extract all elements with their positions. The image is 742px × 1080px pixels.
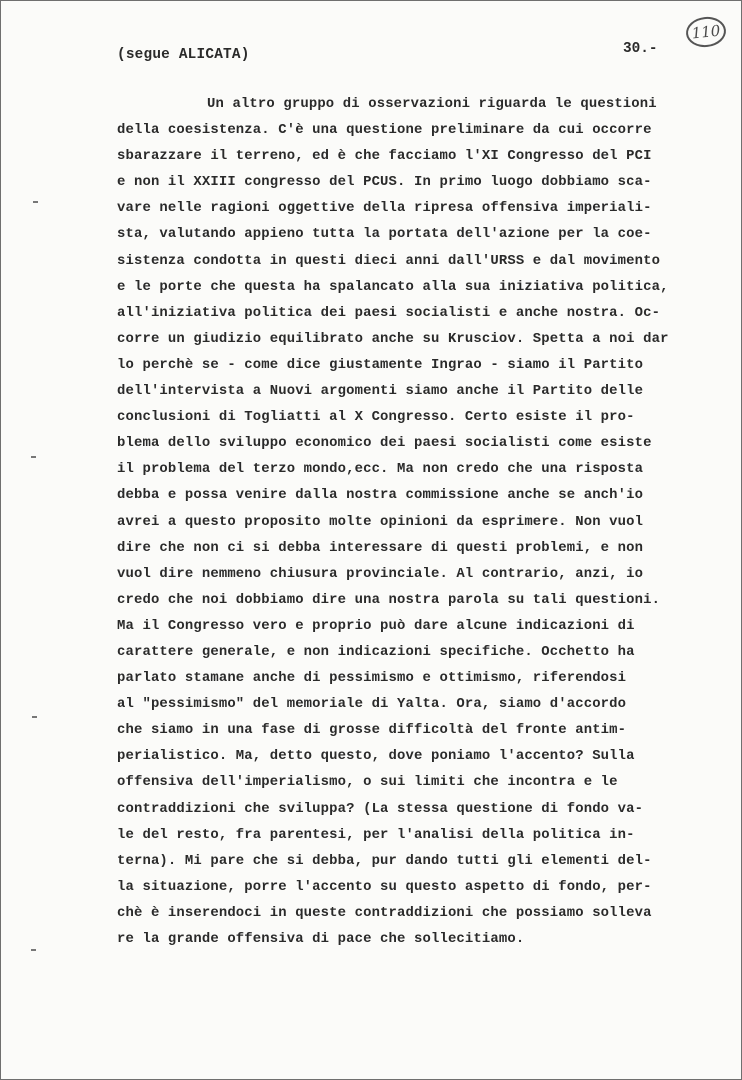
text-line: Un altro gruppo di osservazioni riguarda le questioni [207, 96, 657, 112]
text-line: vare nelle ragioni oggettive della ripresa offensiva imperiali- [117, 200, 652, 217]
text-line: sbarazzare il terreno, ed è che facciamo l'XI Congresso del PCI [117, 148, 652, 165]
text-line: avrei a questo proposito molte opinioni da esprimere. Non vuol [117, 513, 644, 530]
archive-stamp: 110 [685, 15, 728, 49]
text-line: chè è inserendoci in queste contraddizioni che possiamo solleva [117, 904, 652, 921]
margin-mark [31, 949, 36, 951]
text-line: sistenza condotta in questi dieci anni dall'URSS e dal movimento [117, 252, 661, 269]
text-line: re la grande offensiva di pace che sollecitiamo. [117, 931, 525, 947]
text-line: e le porte che questa ha spalancato alla sua iniziativa politica, [117, 278, 669, 295]
text-line: il problema del terzo mondo,ecc. Ma non credo che una risposta [117, 461, 644, 478]
body-text [117, 91, 717, 952]
margin-mark [33, 201, 38, 203]
text-line: la situazione, porre l'accento su questo aspetto di fondo, per- [117, 878, 652, 895]
text-line: parlato stamane anche di pessimismo e ottimismo, riferendosi [117, 670, 627, 687]
text-line: corre un giudizio equilibrato anche su Krusciov. Spetta a noi dar [117, 330, 669, 347]
text-line: conclusioni di Togliatti al X Congresso. Certo esiste il pro- [117, 409, 635, 426]
text-line: al "pessimismo" del memoriale di Yalta. Ora, siamo d'accordo [117, 696, 627, 713]
header-speaker: (segue ALICATA) [117, 47, 250, 63]
text-line: dire che non ci si debba interessare di questi problemi, e non [117, 539, 644, 556]
text-line: Ma il Congresso vero e proprio può dare alcune indicazioni di [117, 617, 635, 634]
margin-mark [31, 456, 36, 458]
text-line: che siamo in una fase di grosse difficoltà del fronte antim- [117, 722, 627, 739]
text-line: lo perchè se - come dice giustamente Ingrao - siamo il Partito [117, 356, 644, 373]
text-line: vuol dire nemmeno chiusura provinciale. Al contrario, anzi, io [117, 565, 644, 582]
page-number: 30.- [623, 41, 658, 57]
text-line: della coesistenza. C'è una questione preliminare da cui occorre [117, 122, 652, 139]
margin-mark [32, 716, 37, 718]
text-line: offensiva dell'imperialismo, o sui limiti che incontra e le [117, 774, 618, 791]
text-line: credo che noi dobbiamo dire una nostra parola su tali questioni. [117, 591, 661, 608]
text-line: carattere generale, e non indicazioni specifiche. Occhetto ha [117, 643, 635, 660]
text-line: dell'intervista a Nuovi argomenti siamo anche il Partito delle [117, 383, 644, 400]
text-line: perialistico. Ma, detto questo, dove poniamo l'accento? Sulla [117, 748, 635, 765]
text-line: e non il XXIII congresso del PCUS. In primo luogo dobbiamo sca- [117, 174, 652, 191]
text-line: debba e possa venire dalla nostra commissione anche se anch'io [117, 487, 644, 504]
text-line: blema dello sviluppo economico dei paesi socialisti come esiste [117, 435, 652, 452]
text-line: terna). Mi pare che si debba, pur dando tutti gli elementi del- [117, 852, 652, 869]
text-line: le del resto, fra parentesi, per l'analisi della politica in- [117, 826, 635, 843]
text-line: contraddizioni che sviluppa? (La stessa questione di fondo va- [117, 800, 644, 817]
text-line: sta, valutando appieno tutta la portata dell'azione per la coe- [117, 226, 652, 243]
text-line: all'iniziativa politica dei paesi socialisti e anche nostra. Oc- [117, 304, 661, 321]
